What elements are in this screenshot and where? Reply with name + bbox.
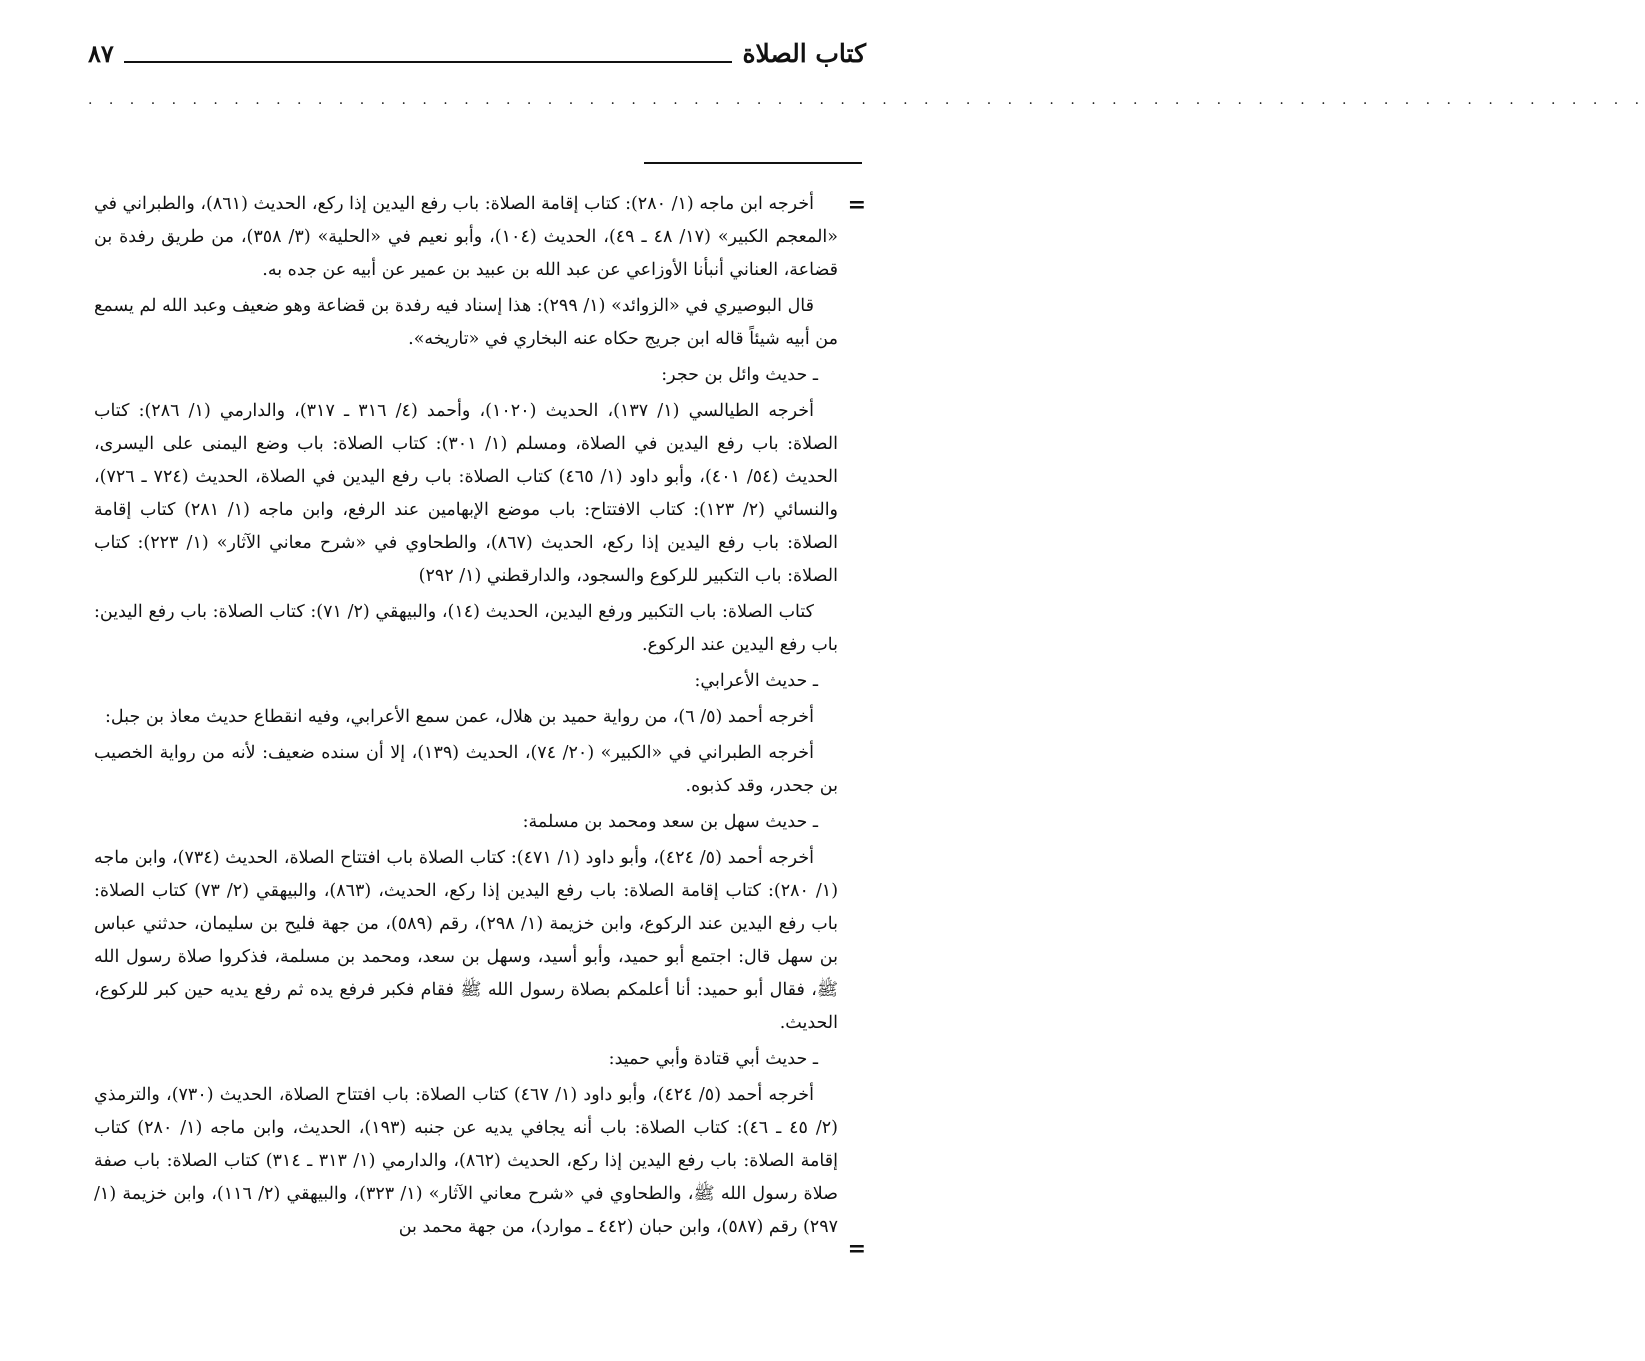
continuation-mark-top: = <box>847 192 866 218</box>
section-heading: ـ حديث أبي قتادة وأبي حميد: <box>608 1049 818 1069</box>
paragraph: كتاب الصلاة: باب التكبير ورفع اليدين، الحديث (١٤)، والبيهقي (٢/ ٧١): كتاب الصلاة: باب رفع اليدين: باب رفع اليدين عند الركوع. <box>94 602 838 655</box>
paragraph: أخرجه أحمد (٥/ ٦)، من رواية حميد بن هلال، عمن سمع الأعرابي، وفيه انقطاع حديث معاذ بن جبل: <box>105 707 814 727</box>
section-heading: ـ حديث الأعرابي: <box>694 671 818 691</box>
section-heading: ـ حديث وائل بن حجر: <box>661 365 818 385</box>
paragraph: أخرجه الطبراني في «الكبير» (٢٠/ ٧٤)، الحديث (١٣٩)، إلا أن سنده ضعيف: لأنه من رواية الخصيب بن جحدر، وقد كذبوه. <box>94 743 838 796</box>
continuation-mark-bottom: = <box>847 1236 866 1262</box>
paragraph: قال البوصيري في «الزوائد» (١/ ٢٩٩): هذا إسناد فيه رفدة بن قضاعة وهو ضعيف وعبد الله لم يسمع من أبيه شيئاً قاله ابن جريج حكاه عنه البخاري في «تاريخه». <box>94 296 838 349</box>
paragraph: أخرجه الطيالسي (١/ ١٣٧)، الحديث (١٠٢٠)، وأحمد (٤/ ٣١٦ ـ ٣١٧)، والدارمي (١/ ٢٨٦): كتاب الصلاة: باب رفع اليدين في الصلاة، ومسلم (١/ ٣٠١): كتاب الصلاة: باب وضع اليمنى على اليسرى، الحديث (٥٤/ ٤٠١)، وأبو داود (١/ ٤٦٥) كتاب الصلاة: باب رفع اليدين في الصلاة، الحديث (٧٢٤ ـ ٧٢٦)، والنسائي (٢/ ١٢٣): كتاب الافتتاح: باب موضع الإبهامين عند الرفع، وابن ماجه (١/ ٢٨١) كتاب إقامة الصلاة: باب رفع اليدين إذا ركع، الحديث (٨٦٧)، والطحاوي في «شرح معاني الآثار» (١/ ٢٢٣): كتاب الصلاة: باب التكبير للركوع والسجود، والدارقطني (١/ ٢٩٢) <box>94 401 839 586</box>
section-heading: ـ حديث سهل بن سعد ومحمد بن مسلمة: <box>522 812 818 832</box>
footnote-body <box>94 188 838 1247</box>
page-number: ٨٧ <box>88 38 114 68</box>
chapter-title: كتاب الصلاة <box>742 38 866 68</box>
footnote-separator <box>644 162 862 164</box>
dotted-separator: . . . . . . . . . . . . . . . . . . . . . . . . . . . . . . . . . . . . . . . . . . . . . . . . . . . . . . . . . . . . . . . . . . . . . . . . . . . <box>88 92 1645 108</box>
header-rule <box>124 61 733 63</box>
running-header <box>88 28 866 78</box>
paragraph: أخرجه أحمد (٥/ ٤٢٤)، وأبو داود (١/ ٤٦٧) كتاب الصلاة: باب افتتاح الصلاة، الحديث (٧٣٠)، والترمذي (٢/ ٤٥ ـ ٤٦): كتاب الصلاة: باب أنه يجافي يديه عن جنبه (١٩٣)، الحديث، وابن ماجه (١/ ٢٨٠) كتاب إقامة الصلاة: باب رفع اليدين إذا ركع، الحديث (٨٦٢)، والدارمي (١/ ٣١٣ ـ ٣١٤) كتاب الصلاة: باب صفة صلاة رسول الله ﷺ، والطحاوي في «شرح معاني الآثار» (١/ ٣٢٣)، والبيهقي (٢/ ١١٦)، وابن خزيمة (١/ ٢٩٧) رقم (٥٨٧)، وابن حبان (٤٤٢ ـ موارد)، من جهة محمد بن <box>94 1085 839 1237</box>
paragraph: أخرجه ابن ماجه (١/ ٢٨٠): كتاب إقامة الصلاة: باب رفع اليدين إذا ركع، الحديث (٨٦١)، والطبراني في «المعجم الكبير» (١٧/ ٤٨ ـ ٤٩)، الحديث (١٠٤)، وأبو نعيم في «الحلية» (٣/ ٣٥٨)، من طريق رفدة بن قضاعة، العناني أنبأنا الأوزاعي عن عبد الله بن عبيد بن عمير عن أبيه عن جده به. <box>94 194 838 280</box>
paragraph: أخرجه أحمد (٥/ ٤٢٤)، وأبو داود (١/ ٤٧١): كتاب الصلاة باب افتتاح الصلاة، الحديث (٧٣٤)، وابن ماجه (١/ ٢٨٠): كتاب إقامة الصلاة: باب رفع اليدين إذا ركع، الحديث، (٨٦٣)، والبيهقي (٢/ ٧٣) كتاب الصلاة: باب رفع اليدين عند الركوع، وابن خزيمة (١/ ٢٩٨)، رقم (٥٨٩)، من جهة فليح بن سليمان، حدثني عباس بن سهل قال: اجتمع أبو حميد، وأبو أسيد، وسهل بن سعد، ومحمد بن مسلمة، فذكروا صلاة رسول الله ﷺ، فقال أبو حميد: أنا أعلمكم بصلاة رسول الله ﷺ فقام فكبر فرفع يده ثم رفع يديه حين كبر للركوع، الحديث. <box>94 848 839 1033</box>
